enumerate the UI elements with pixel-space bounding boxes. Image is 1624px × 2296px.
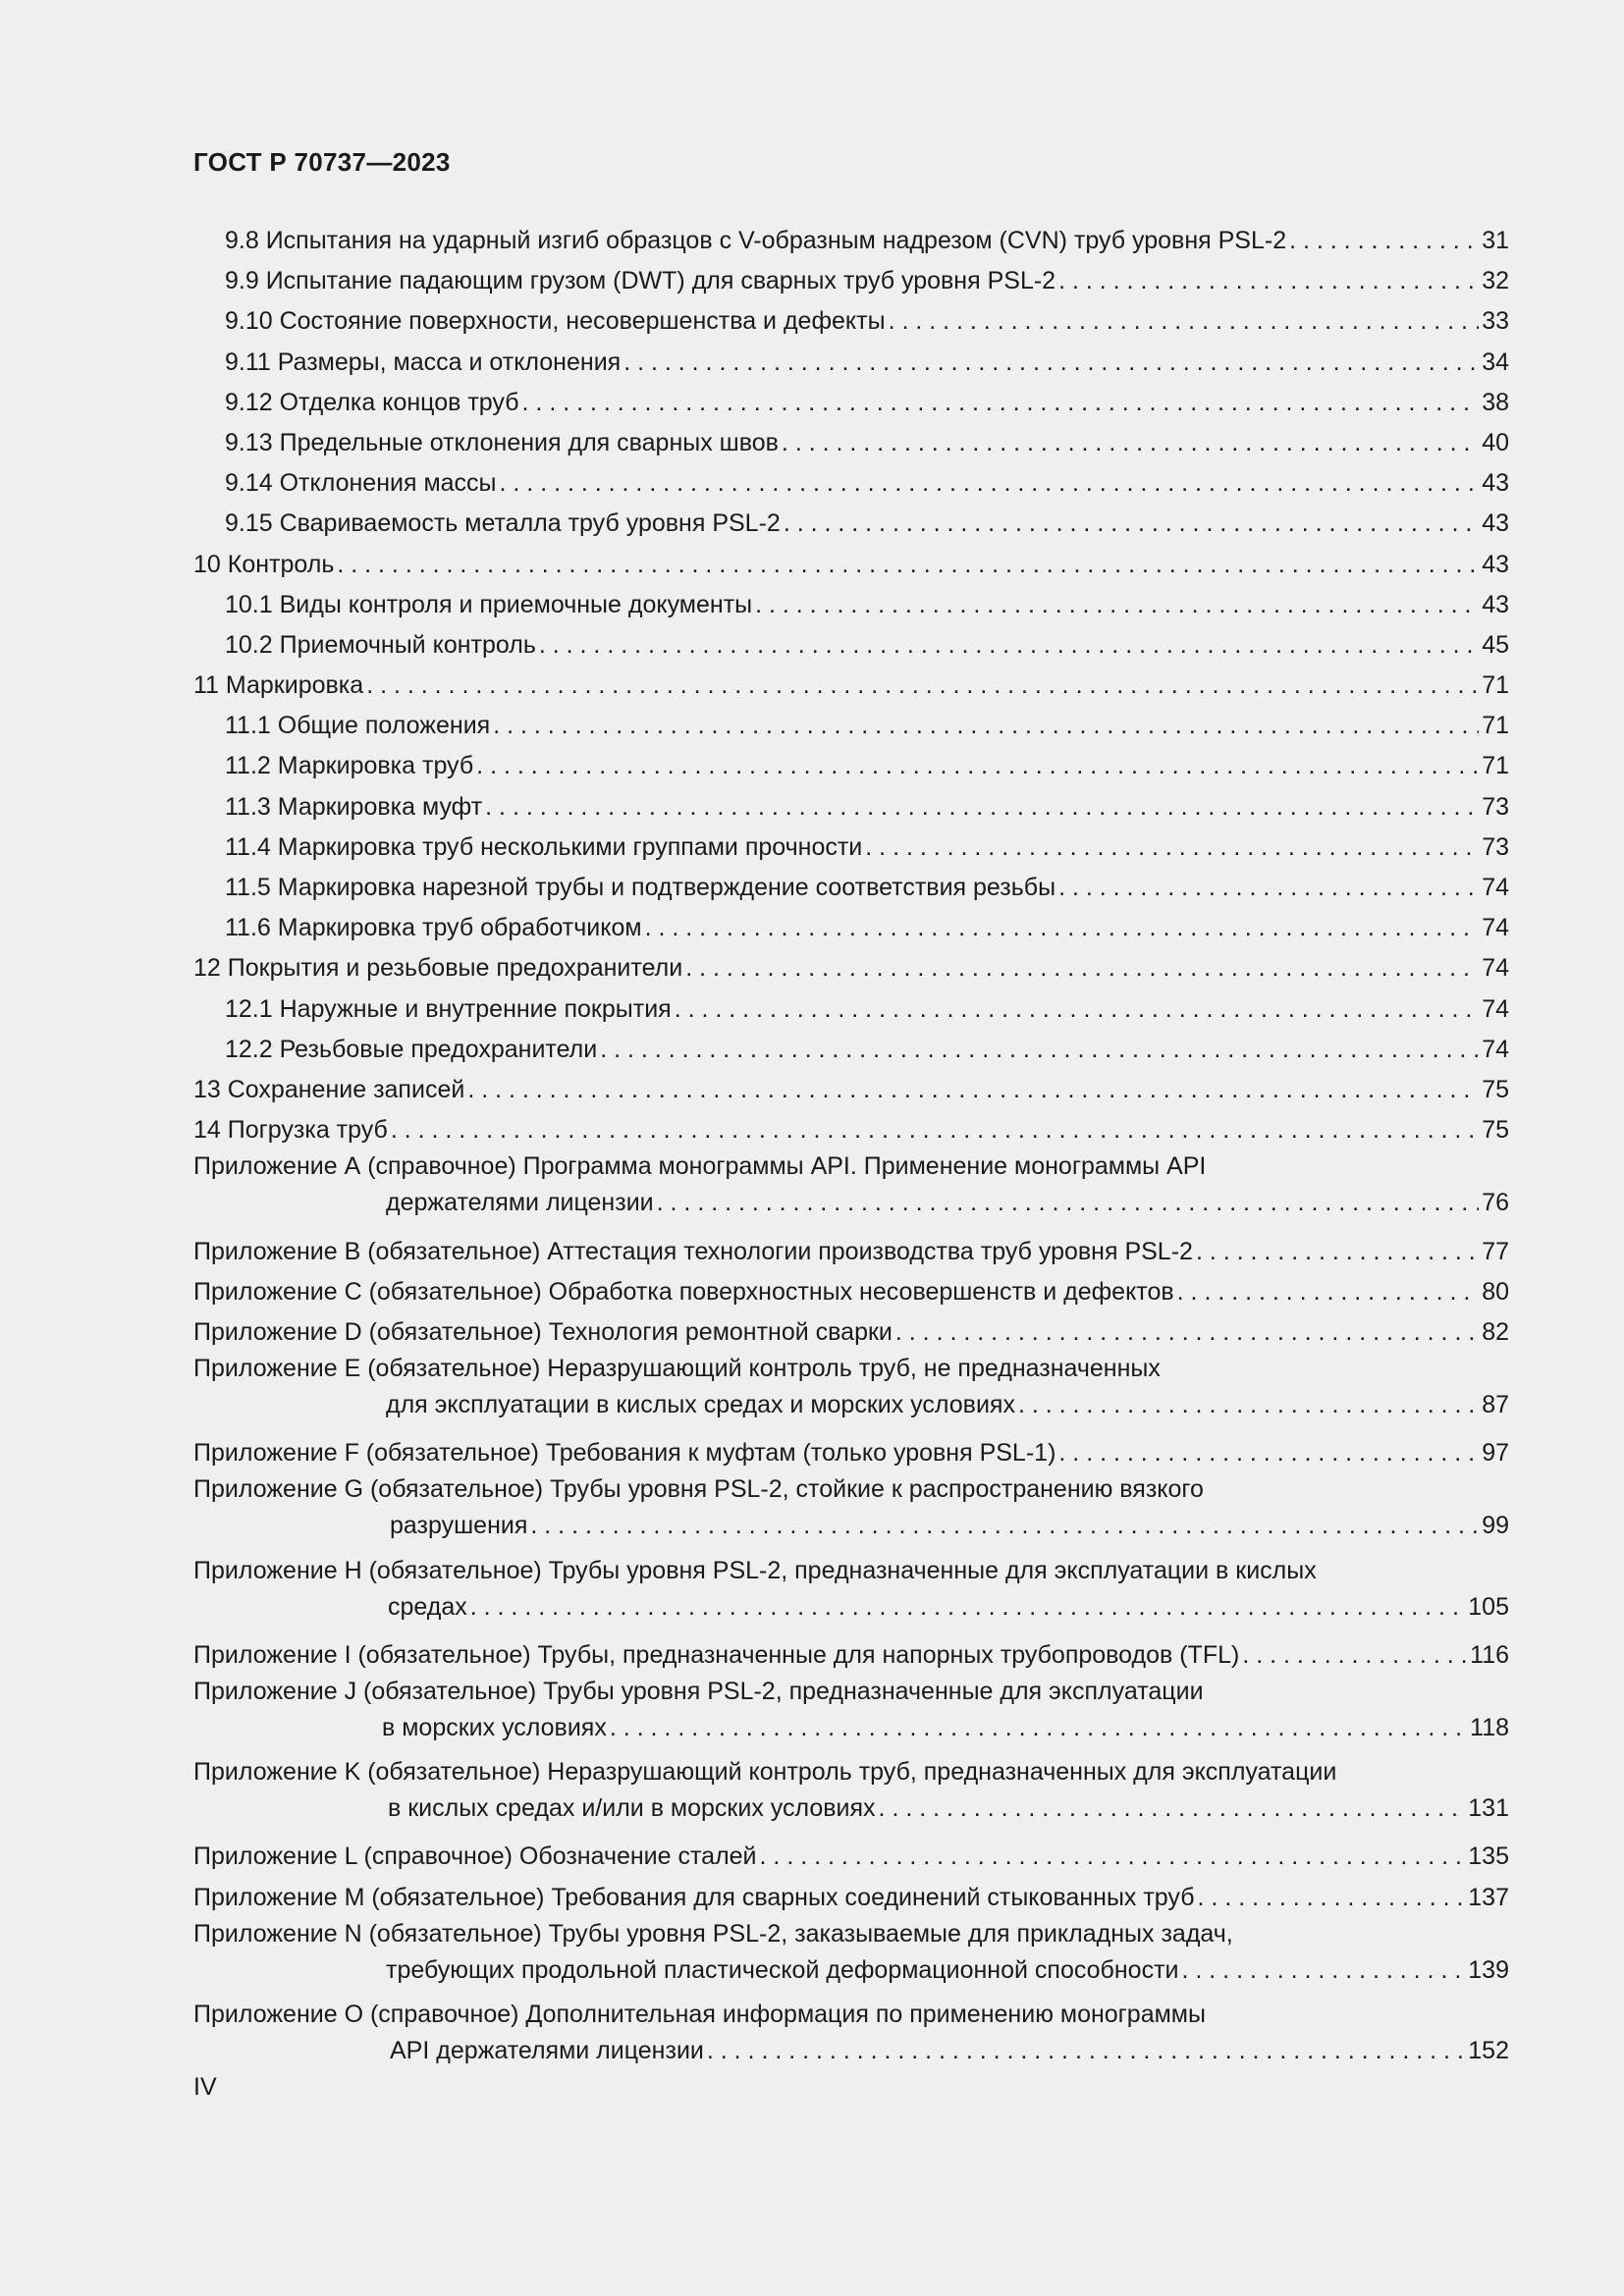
toc-entry[interactable] xyxy=(193,1878,1509,1918)
toc-entry-title: Приложение Н (обязательное) Трубы уровня PSL-2, предназначенные для эксплуатации в кислых xyxy=(193,1556,1317,1584)
page-number: IV xyxy=(193,2073,217,2101)
toc-entry[interactable] xyxy=(193,1110,1509,1150)
toc-entry-title: Приложение D (обязательное) Технология ремонтной сварки xyxy=(193,1317,893,1346)
toc-entry-title: 12.1 Наружные и внутренние покрытия xyxy=(225,994,672,1023)
toc-entry[interactable] xyxy=(193,1918,1509,1999)
toc-entry[interactable] xyxy=(193,666,1509,706)
toc-entry[interactable] xyxy=(193,1232,1509,1272)
toc-entry-title: 12.2 Резьбовые предохранители xyxy=(225,1035,598,1063)
toc-page-number: 74 xyxy=(1482,994,1509,1023)
toc-entry-title: средах xyxy=(388,1592,467,1621)
document-code: ГОСТ Р 70737—2023 xyxy=(193,147,451,177)
toc-entry-title: разрушения xyxy=(390,1512,528,1540)
toc-entry[interactable] xyxy=(193,301,1509,342)
toc-entry[interactable] xyxy=(193,1555,1509,1635)
toc-entry-title: Приложение С (обязательное) Обработка поверхностных несовершенств и дефектов xyxy=(193,1277,1174,1306)
toc-entry-title: 13 Сохранение записей xyxy=(193,1075,465,1103)
toc-entry-title: 11 Маркировка xyxy=(193,671,364,700)
toc-entry-title: 9.12 Отделка концов труб xyxy=(225,388,519,416)
toc-entry-title: 11.6 Маркировка труб обработчиком xyxy=(225,914,642,942)
toc-leader-dots xyxy=(879,1789,1466,1829)
toc-entry-title: 9.8 Испытания на ударный изгиб образцов с V-образным надрезом (CVN) труб уровня PSL-2 xyxy=(225,227,1287,254)
toc-leader-dots xyxy=(1058,1433,1479,1473)
toc-entry-title: Приложение N (обязательное) Трубы уровня PSL-2, заказываемые для прикладных задач, xyxy=(193,1919,1233,1948)
toc-entry-title: в кислых средах и/или в морских условиях xyxy=(388,1794,876,1823)
toc-page-number: 74 xyxy=(1482,914,1509,942)
toc-entry[interactable] xyxy=(193,787,1509,828)
toc-entry-title: Приложение K (обязательное) Неразрушающий контроль труб, предназначенных для эксплуатации xyxy=(193,1758,1337,1787)
toc-page-number: 87 xyxy=(1482,1391,1509,1419)
toc-leader-dots xyxy=(782,423,1479,463)
toc-entry[interactable] xyxy=(193,1030,1509,1070)
toc-entry-title: 9.11 Размеры, масса и отклонения xyxy=(225,347,622,376)
toc-entry[interactable] xyxy=(193,828,1509,868)
toc-entry[interactable] xyxy=(193,1473,1509,1554)
toc-entry[interactable] xyxy=(193,746,1509,786)
toc-page-number: 33 xyxy=(1482,307,1509,336)
toc-entry[interactable] xyxy=(193,221,1509,261)
toc-leader-dots xyxy=(493,706,1479,746)
toc-entry[interactable] xyxy=(193,1272,1509,1312)
toc-entry[interactable] xyxy=(193,545,1509,585)
toc-entry[interactable] xyxy=(193,1635,1509,1676)
toc-entry-title: 11.5 Маркировка нарезной трубы и подтверждение соответствия резьбы xyxy=(225,874,1056,901)
toc-entry[interactable] xyxy=(193,625,1509,666)
toc-entry[interactable] xyxy=(193,585,1509,625)
toc-page-number: 75 xyxy=(1482,1075,1509,1103)
toc-page-number: 40 xyxy=(1482,428,1509,456)
toc-entry[interactable] xyxy=(193,908,1509,948)
toc-entry-title: Приложение L (справочное) Обозначение сталей xyxy=(193,1842,757,1871)
toc-entry[interactable] xyxy=(193,948,1509,988)
toc-page-number: 105 xyxy=(1468,1592,1509,1621)
toc-leader-dots xyxy=(755,585,1479,625)
toc-leader-dots xyxy=(1196,1232,1479,1272)
toc-entry[interactable] xyxy=(193,343,1509,383)
toc-entry-title: 9.9 Испытание падающим грузом (DWT) для сварных труб уровня PSL-2 xyxy=(225,267,1056,295)
table-of-contents xyxy=(193,221,1509,2079)
toc-entry[interactable] xyxy=(193,261,1509,301)
toc-leader-dots xyxy=(1058,261,1479,301)
toc-page-number: 97 xyxy=(1482,1439,1509,1468)
toc-leader-dots xyxy=(485,787,1479,828)
toc-page-number: 32 xyxy=(1482,267,1509,295)
toc-page-number: 43 xyxy=(1482,590,1509,618)
toc-leader-dots xyxy=(500,463,1480,504)
toc-page-number: 31 xyxy=(1482,227,1509,254)
toc-page-number: 116 xyxy=(1470,1640,1509,1669)
toc-leader-dots xyxy=(657,1183,1480,1223)
toc-entry-title: для эксплуатации в кислых средах и морских условиях xyxy=(386,1391,1015,1419)
toc-leader-dots xyxy=(337,545,1479,585)
toc-entry-title: 9.10 Состояние поверхности, несовершенства и дефекты xyxy=(225,307,886,336)
toc-leader-dots xyxy=(610,1708,1467,1748)
toc-page-number: 135 xyxy=(1468,1842,1509,1871)
toc-entry-title: 11.1 Общие положения xyxy=(225,712,491,740)
toc-page-number: 74 xyxy=(1482,1035,1509,1063)
toc-entry-title: в морских условиях xyxy=(382,1714,607,1741)
toc-page-number: 34 xyxy=(1482,347,1509,376)
toc-page-number: 152 xyxy=(1468,2036,1509,2064)
toc-entry-title: 9.15 Свариваемость металла труб уровня PSL-2 xyxy=(225,509,781,538)
toc-page-number: 73 xyxy=(1482,832,1509,861)
toc-page-number: 43 xyxy=(1482,509,1509,538)
toc-entry-title: 11.4 Маркировка труб несколькими группами прочности xyxy=(225,832,863,861)
toc-entry-title: Приложение G (обязательное) Трубы уровня PSL-2, стойкие к распространению вязкого xyxy=(193,1475,1204,1504)
toc-page-number: 43 xyxy=(1482,469,1509,498)
toc-leader-dots xyxy=(623,343,1479,383)
toc-leader-dots xyxy=(707,2031,1465,2071)
toc-entry[interactable] xyxy=(193,1353,1509,1433)
toc-leader-dots xyxy=(530,1506,1479,1546)
toc-entry[interactable] xyxy=(193,706,1509,746)
toc-entry-title: Приложение О (справочное) Дополнительная информация по применению монограммы xyxy=(193,2000,1206,2028)
toc-entry[interactable] xyxy=(193,383,1509,423)
toc-page-number: 76 xyxy=(1482,1189,1509,1217)
toc-leader-dots xyxy=(539,625,1479,666)
toc-page-number: 43 xyxy=(1482,550,1509,578)
toc-page-number: 38 xyxy=(1482,388,1509,416)
toc-entry-title: требующих продольной пластической деформационной способности xyxy=(386,1955,1179,1984)
toc-entry-title: 11.3 Маркировка муфт xyxy=(225,792,483,821)
toc-entry-title: Приложение Е (обязательное) Неразрушающий контроль труб, не предназначенных xyxy=(193,1355,1161,1383)
toc-entry-title: Приложение В (обязательное) Аттестация технологии производства труб уровня PSL-2 xyxy=(193,1237,1193,1265)
toc-leader-dots xyxy=(476,746,1479,786)
toc-entry-title: Приложение J (обязательное) Трубы уровня PSL-2, предназначенные для эксплуатации xyxy=(193,1678,1204,1705)
toc-page-number: 71 xyxy=(1482,752,1509,780)
toc-leader-dots xyxy=(1058,868,1479,908)
toc-entry-title: 14 Погрузка труб xyxy=(193,1116,388,1145)
toc-leader-dots xyxy=(685,948,1479,988)
toc-leader-dots xyxy=(889,301,1480,342)
toc-leader-dots xyxy=(470,1587,1466,1628)
toc-leader-dots xyxy=(645,908,1480,948)
toc-entry[interactable] xyxy=(193,1150,1509,1231)
toc-entry-title: 10.1 Виды контроля и приемочные документы xyxy=(225,590,753,618)
toc-leader-dots xyxy=(1198,1878,1466,1918)
toc-entry-title: 9.13 Предельные отклонения для сварных швов xyxy=(225,428,779,456)
toc-leader-dots xyxy=(366,666,1479,706)
toc-leader-dots xyxy=(522,383,1480,423)
toc-entry-title: 12 Покрытия и резьбовые предохранители xyxy=(193,954,683,983)
toc-entry-title: 11.2 Маркировка труб xyxy=(225,752,474,780)
toc-leader-dots xyxy=(391,1110,1479,1150)
toc-page-number: 80 xyxy=(1482,1277,1509,1306)
toc-leader-dots xyxy=(467,1070,1479,1110)
toc-page-number: 139 xyxy=(1468,1955,1509,1984)
toc-entry[interactable] xyxy=(193,1312,1509,1353)
toc-page-number: 77 xyxy=(1482,1237,1509,1265)
toc-leader-dots xyxy=(1242,1635,1467,1676)
toc-entry-title: Приложение I (обязательное) Трубы, предназначенные для напорных трубопроводов (TFL) xyxy=(193,1640,1240,1669)
toc-leader-dots xyxy=(1182,1950,1466,1991)
toc-leader-dots xyxy=(600,1030,1479,1070)
toc-leader-dots xyxy=(895,1312,1479,1353)
toc-page-number: 131 xyxy=(1468,1794,1509,1823)
toc-leader-dots xyxy=(1018,1385,1479,1425)
toc-entry-title: 10 Контроль xyxy=(193,550,335,578)
toc-entry-title: Приложение А (справочное) Программа монограммы API. Применение монограммы API xyxy=(193,1152,1207,1181)
toc-page-number: 74 xyxy=(1482,874,1509,901)
toc-entry[interactable] xyxy=(193,1433,1509,1473)
toc-entry[interactable] xyxy=(193,504,1509,544)
toc-entry-title: держателями лицензии xyxy=(386,1189,654,1217)
toc-entry[interactable] xyxy=(193,1676,1509,1756)
toc-page-number: 73 xyxy=(1482,792,1509,821)
toc-leader-dots xyxy=(1177,1272,1480,1312)
toc-entry[interactable] xyxy=(193,1070,1509,1110)
toc-entry[interactable] xyxy=(193,868,1509,908)
toc-leader-dots xyxy=(760,1837,1466,1877)
toc-leader-dots xyxy=(1289,221,1479,261)
toc-page-number: 118 xyxy=(1470,1714,1509,1741)
toc-entry[interactable] xyxy=(193,989,1509,1030)
toc-page-number: 71 xyxy=(1482,712,1509,740)
toc-entry[interactable] xyxy=(193,1837,1509,1877)
toc-entry-title: 10.2 Приемочный контроль xyxy=(225,630,536,659)
toc-leader-dots xyxy=(784,504,1479,544)
toc-entry[interactable] xyxy=(193,1999,1509,2079)
toc-entry-title: Приложение F (обязательное) Требования к муфтам (только уровня PSL-1) xyxy=(193,1439,1056,1468)
toc-page-number: 137 xyxy=(1468,1883,1509,1911)
toc-page-number: 82 xyxy=(1482,1317,1509,1346)
toc-page-number: 71 xyxy=(1482,671,1509,700)
toc-entry[interactable] xyxy=(193,1756,1509,1837)
toc-leader-dots xyxy=(865,828,1479,868)
toc-page-number: 99 xyxy=(1482,1512,1509,1540)
toc-page-number: 75 xyxy=(1482,1116,1509,1145)
toc-leader-dots xyxy=(675,989,1479,1030)
toc-entry[interactable] xyxy=(193,423,1509,463)
toc-entry-title: 9.14 Отклонения массы xyxy=(225,469,497,498)
toc-entry-title: Приложение М (обязательное) Требования для сварных соединений стыкованных труб xyxy=(193,1883,1195,1911)
toc-entry[interactable] xyxy=(193,463,1509,504)
toc-page-number: 74 xyxy=(1482,954,1509,983)
toc-page-number: 45 xyxy=(1482,630,1509,659)
toc-entry-title: API держателями лицензии xyxy=(390,2036,704,2064)
